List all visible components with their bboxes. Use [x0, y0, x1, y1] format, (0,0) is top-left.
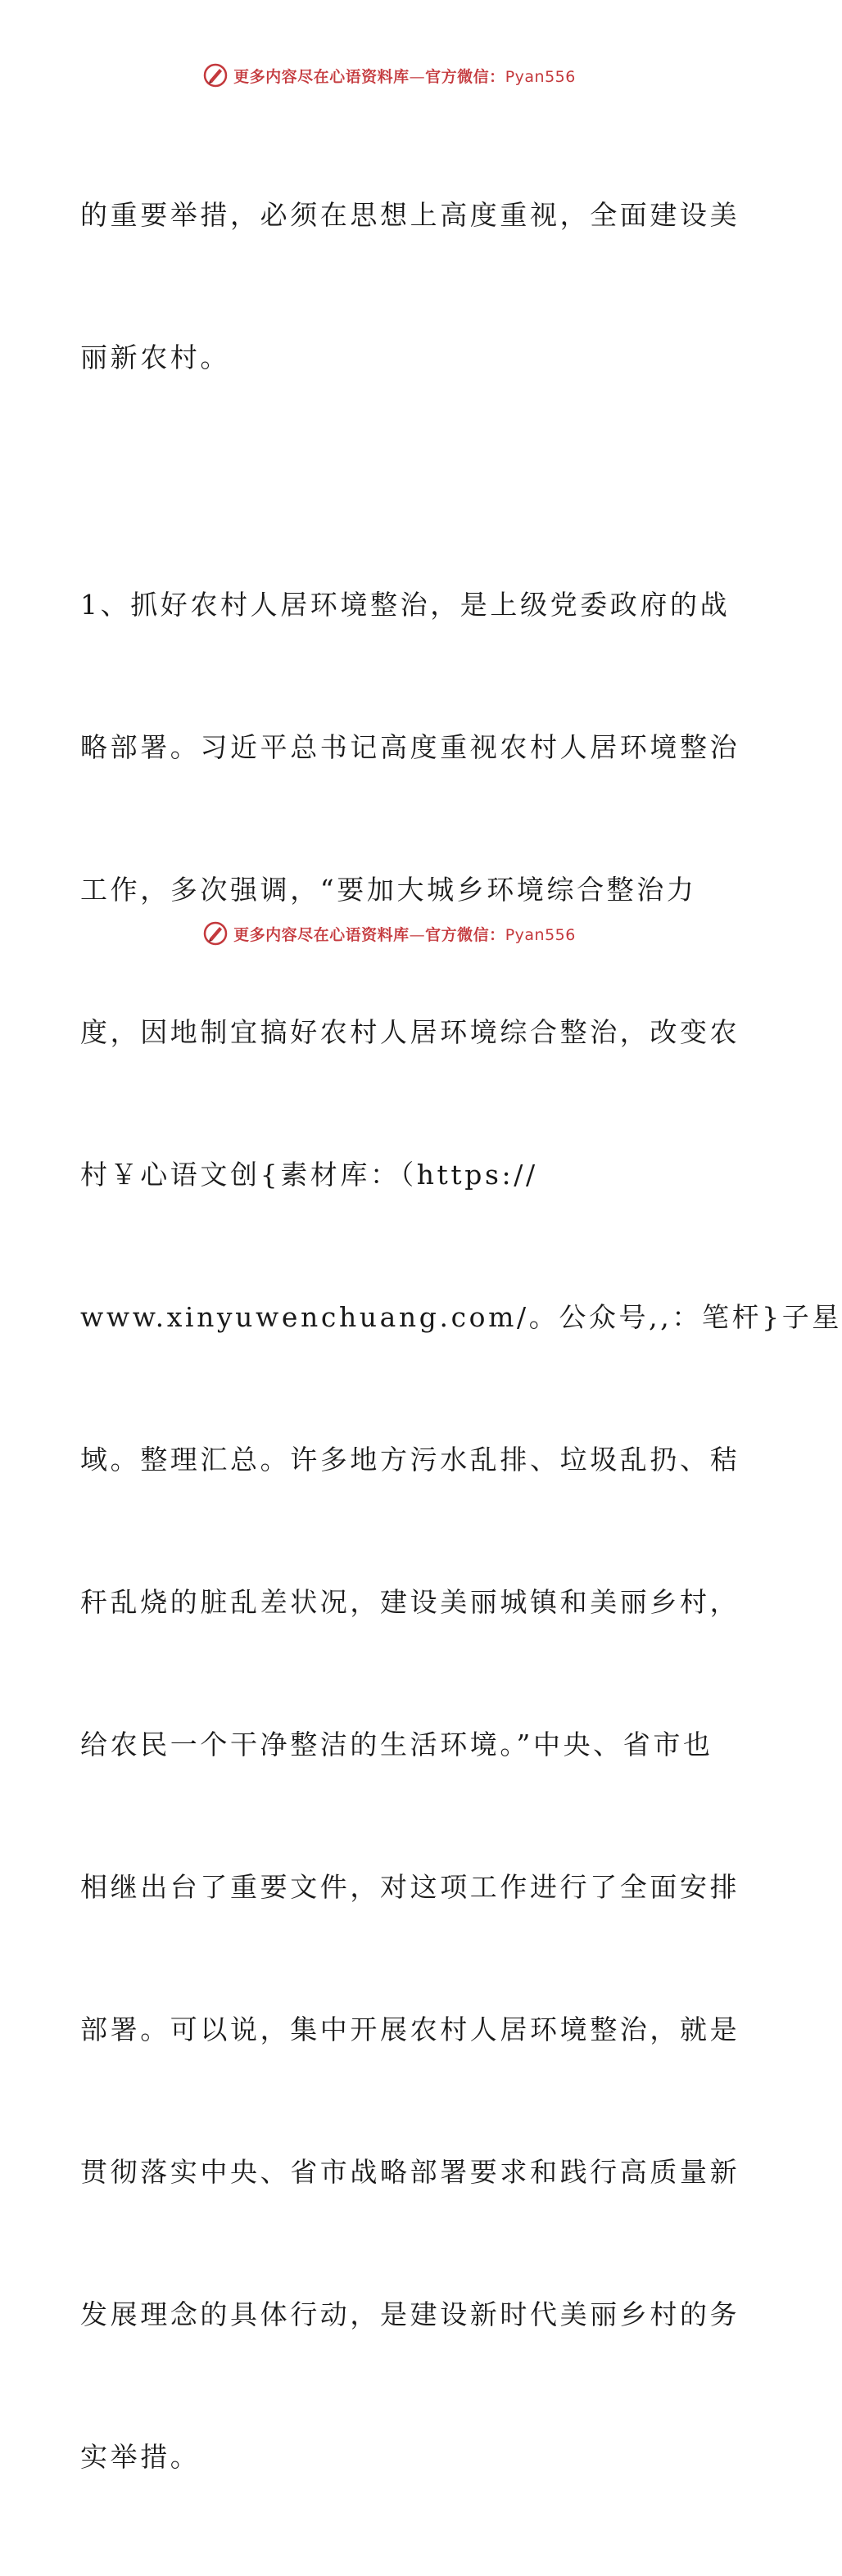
pen-logo-icon	[202, 920, 229, 947]
text-line: 村￥心语文创{素材库：（https://	[80, 1159, 538, 1191]
text-line: 部署。可以说，集中开展农村人居环境整治，就是	[80, 2013, 740, 2045]
text-line: 工作，多次强调，“要加大城乡环境综合整治力	[80, 874, 697, 906]
text-line: 域。整理汇总。许多地方污水乱排、垃圾乱扔、秸	[80, 1444, 740, 1476]
text-line: 丽新农村。	[80, 341, 230, 373]
text-line: 度，因地制宜搞好农村人居环境综合整治，改变农	[80, 1016, 740, 1048]
text-line: 秆乱烧的脏乱差状况，建设美丽城镇和美丽乡村，	[80, 1586, 740, 1618]
text-line: 的重要举措，必须在思想上高度重视，全面建设美	[80, 199, 740, 231]
watermark-text: 更多内容尽在心语资料库—官方微信：Pyan556	[233, 925, 576, 944]
text-line: 相继出台了重要文件，对这项工作进行了全面安排	[80, 1871, 740, 1903]
text-line: 实举措。	[80, 2441, 201, 2473]
text-line: 略部署。习近平总书记高度重视农村人居环境整治	[80, 731, 740, 763]
text-line: 给农民一个干净整洁的生活环境。”中央、省市也	[80, 1729, 713, 1760]
paragraph-2	[80, 486, 842, 2576]
document-body	[80, 97, 842, 2576]
paragraph-1	[80, 97, 740, 477]
text-line: www.xinyuwenchuang.com/。公众号,,：笔杆}子星	[80, 1301, 842, 1333]
footer-watermark	[0, 917, 778, 950]
text-line: 发展理念的具体行动，是建设新时代美丽乡村的务	[80, 2298, 740, 2330]
header-watermark	[0, 59, 778, 92]
pen-logo-icon	[202, 62, 229, 88]
watermark-text: 更多内容尽在心语资料库—官方微信：Pyan556	[233, 67, 576, 86]
text-line: 1、抓好农村人居环境整治，是上级党委政府的战	[80, 589, 731, 621]
text-line: 贯彻落实中央、省市战略部署要求和践行高质量新	[80, 2156, 740, 2188]
